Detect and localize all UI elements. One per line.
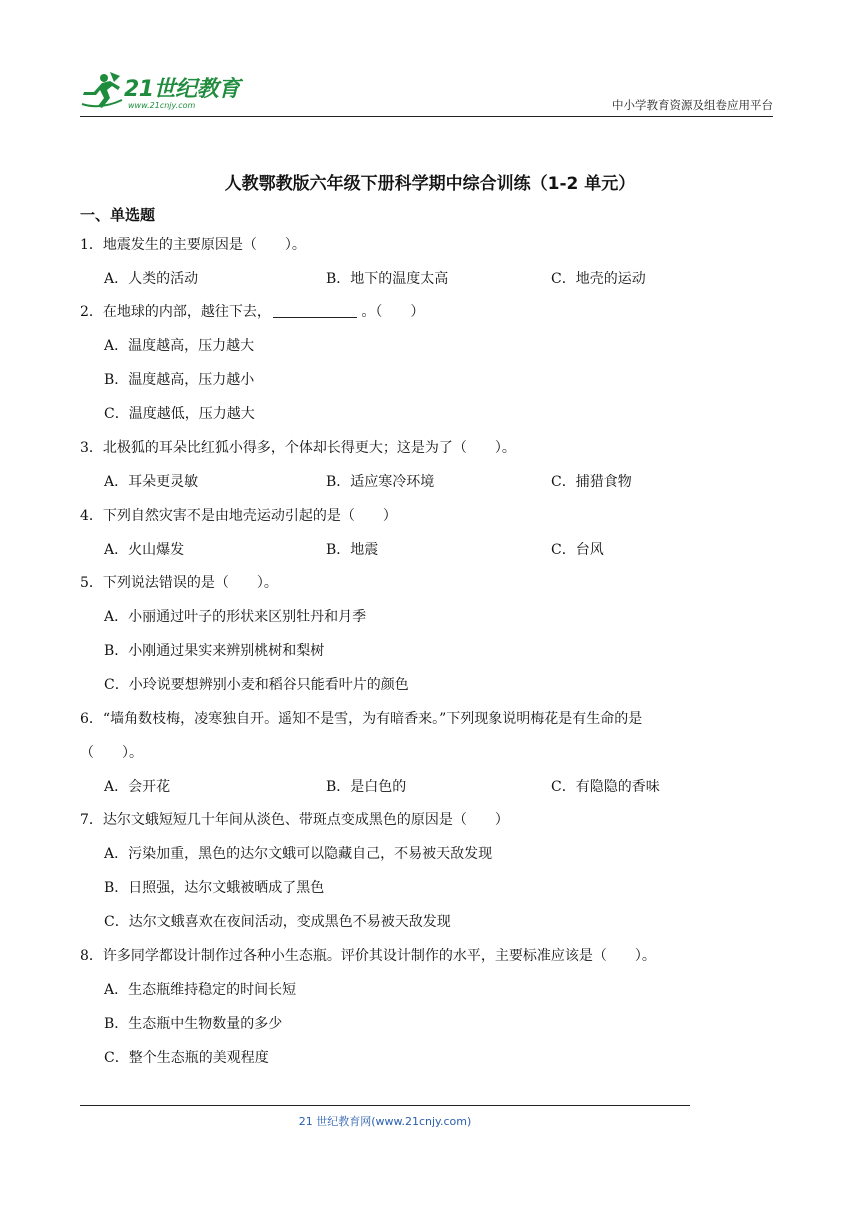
- question-5-option-c[interactable]: C．小玲说要想辨别小麦和稻谷只能看叶片的颜色: [104, 677, 409, 693]
- question-8-option-a[interactable]: A．生态瓶维持稳定的时间长短: [104, 982, 297, 998]
- question-5-option-a[interactable]: A．小丽通过叶子的形状来区别牡丹和月季: [104, 609, 367, 625]
- question-6-stem-continued: （ ）。: [80, 745, 143, 761]
- question-1-option-a[interactable]: A．人类的活动: [104, 271, 199, 287]
- question-4-stem: 4．下列自然灾害不是由地壳运动引起的是（ ）: [80, 508, 397, 524]
- header-tagline: 中小学教育资源及组卷应用平台: [612, 98, 773, 112]
- question-1-stem: 1．地震发生的主要原因是（ ）。: [80, 237, 306, 253]
- question-6-option-a[interactable]: A．会开花: [104, 779, 171, 795]
- logo-url: www.21cnjy.com: [128, 101, 196, 110]
- page-header: [80, 66, 773, 117]
- question-7-option-a[interactable]: A．污染加重，黑色的达尔文蛾可以隐藏自己，不易被天敌发现: [104, 846, 493, 862]
- footer-link[interactable]: 21 世纪教育网(www.21cnjy.com): [298, 1115, 472, 1128]
- logo-text: 21世纪教育: [124, 77, 240, 102]
- question-6-option-b[interactable]: B．是白色的: [326, 779, 407, 795]
- question-4-option-a[interactable]: A．火山爆发: [104, 542, 185, 558]
- question-3-option-c[interactable]: C．捕猎食物: [551, 474, 632, 490]
- page-title: 人教鄂教版六年级下册科学期中综合训练（1-2 单元）: [224, 174, 636, 194]
- question-1-option-c[interactable]: C．地壳的运动: [551, 271, 646, 287]
- question-2-option-c[interactable]: C．温度越低，压力越大: [104, 406, 255, 422]
- question-3-option-b[interactable]: B．适应寒冷环境: [326, 474, 435, 490]
- question-7-option-b[interactable]: B．日照强，达尔文蛾被晒成了黑色: [104, 880, 325, 896]
- question-3-stem: 3．北极狐的耳朵比红狐小得多，个体却长得更大；这是为了（ ）。: [80, 440, 516, 456]
- question-2-stem-part2: 。（ ）: [361, 304, 425, 320]
- question-8-option-b[interactable]: B．生态瓶中生物数量的多少: [104, 1016, 283, 1032]
- question-3-option-a[interactable]: A．耳朵更灵敏: [104, 474, 199, 490]
- question-4-option-b[interactable]: B．地震: [326, 542, 379, 558]
- question-8-option-c[interactable]: C．整个生态瓶的美观程度: [104, 1050, 269, 1066]
- question-2-option-b[interactable]: B．温度越高，压力越小: [104, 372, 255, 388]
- question-7-option-c[interactable]: C．达尔文蛾喜欢在夜间活动，变成黑色不易被天敌发现: [104, 914, 451, 930]
- question-7-stem: 7．达尔文蛾短短几十年间从淡色、带斑点变成黑色的原因是（ ）: [80, 812, 509, 828]
- question-1-option-b[interactable]: B．地下的温度太高: [326, 271, 449, 287]
- question-8-stem: 8．许多同学都设计制作过各种小生态瓶。评价其设计制作的水平，主要标准应该是（ ）。: [80, 948, 656, 964]
- question-5-stem: 5．下列说法错误的是（ ）。: [80, 575, 278, 591]
- answer-blank[interactable]: [273, 303, 357, 318]
- question-2-stem-part1: 2．在地球的内部，越往下去，: [80, 304, 271, 320]
- question-4-option-c[interactable]: C．台风: [551, 542, 604, 558]
- runner-logo-icon: [80, 70, 124, 110]
- question-6-stem: 6．“墙角数枝梅，凌寒独自开。遥知不是雪，为有暗香来。”下列现象说明梅花是有生命的是: [80, 711, 643, 727]
- question-6-option-c[interactable]: C．有隐隐的香味: [551, 779, 660, 795]
- footer-divider: [80, 1105, 690, 1106]
- section-heading: 一、单选题: [80, 206, 156, 224]
- question-2-option-a[interactable]: A．温度越高，压力越大: [104, 338, 255, 354]
- question-5-option-b[interactable]: B．小刚通过果实来辨别桃树和梨树: [104, 643, 325, 659]
- site-logo[interactable]: [80, 68, 260, 116]
- question-2-stem: [80, 301, 424, 321]
